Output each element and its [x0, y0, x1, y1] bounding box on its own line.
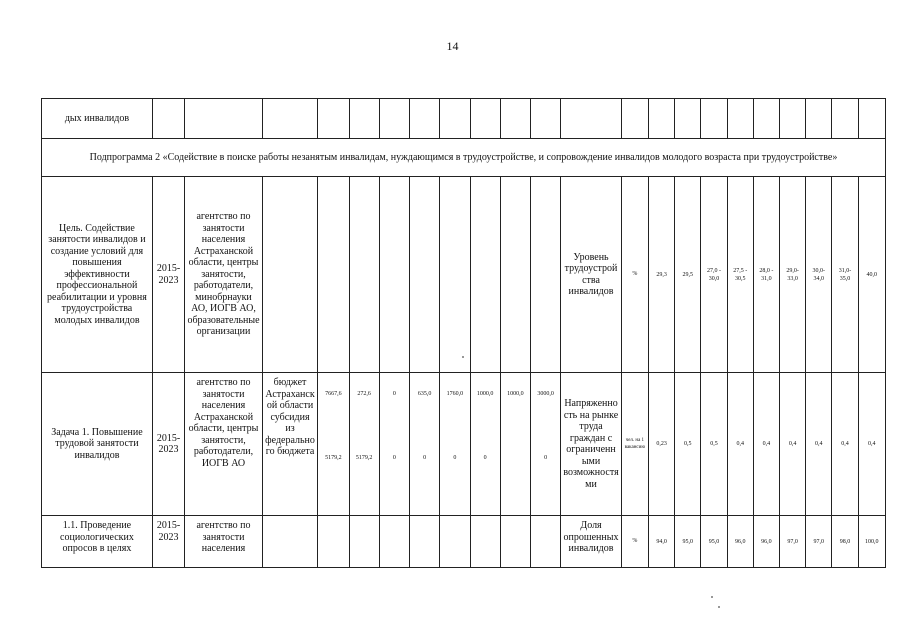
item-period: 2015-2023	[152, 516, 184, 568]
task-value: 0,4	[832, 373, 858, 516]
table-row	[42, 373, 886, 516]
fin-value-top: 7667,6	[325, 391, 342, 397]
table-row	[42, 177, 886, 373]
fin-value-top: 1760,0	[446, 391, 464, 397]
goal-value: 27,0 - 30,0	[701, 177, 727, 373]
item-value: 97,0	[806, 516, 832, 568]
goal-executor: агентство по занятости населения Астраханской области, центры занятости, работодатели, минобрнауки АО, ИОГВ АО, образовательные организации	[185, 177, 263, 373]
page-number: 14	[446, 39, 459, 53]
program-table	[41, 98, 886, 568]
fin-value-bottom: 0	[392, 455, 396, 461]
item-value: 98,0	[832, 516, 858, 568]
scan-speck	[711, 596, 713, 598]
scan-speck	[462, 356, 464, 358]
goal-value: 29,0- 33,0	[780, 177, 806, 373]
task-indicator: Напряженность на рынке труда граждан с ограниченными возможностями	[561, 373, 622, 516]
fin-value-top: 0	[392, 391, 396, 397]
task-value: 0,4	[780, 373, 806, 516]
fin-value-bottom	[503, 398, 528, 454]
item-indicator: Доля опрошенных инвалидов	[561, 516, 622, 568]
item-executor: агентство по занятости населения	[185, 516, 263, 568]
goal-value: 30,0- 34,0	[806, 177, 832, 373]
fin-value-bottom: 0	[423, 455, 427, 461]
item-value: 100,0	[858, 516, 885, 568]
fin-value-top: 635,0	[417, 391, 432, 397]
fin-value-top: 1000,0	[507, 391, 524, 397]
goal-value: 29,3	[648, 177, 674, 373]
fin-value-top: 1000,0	[476, 391, 494, 397]
fin-value-bottom: 0	[544, 455, 548, 461]
fin-value-bottom: 5179,2	[325, 455, 342, 461]
item-name: 1.1. Проведение социологических опросов в целях	[42, 516, 153, 568]
fin-value-bottom: 0	[453, 455, 457, 461]
item-value: 97,0	[780, 516, 806, 568]
task-source: бюджет Астраханской области субсидия из федерального бюджета	[262, 373, 317, 516]
item-value: 96,0	[727, 516, 753, 568]
goal-indicator: Уровень трудоустройства инвалидов	[561, 177, 622, 373]
goal-value: 29,5	[675, 177, 701, 373]
item-value: 94,0	[648, 516, 674, 568]
goal-name: Цель. Содействие занятости инвалидов и создание условий для повышения эффективности профессиональной реабилитации и уровня трудоустройства молодых инвалидов	[42, 177, 153, 373]
task-value: 0,4	[727, 373, 753, 516]
goal-unit: %	[621, 177, 648, 373]
fin-value-bottom: 5179,2	[355, 455, 373, 461]
task-unit: чел. на 1 вакансию	[621, 373, 648, 516]
goal-value: 27,5 - 30,5	[727, 177, 753, 373]
table-row	[42, 99, 886, 139]
item-value: 96,0	[753, 516, 779, 568]
task-value: 0,4	[858, 373, 885, 516]
item-unit: %	[621, 516, 648, 568]
goal-value: 40,0	[858, 177, 885, 373]
fin-value-top: 3000,0	[537, 391, 554, 397]
item-value: 95,0	[701, 516, 727, 568]
task-value: 0,5	[675, 373, 701, 516]
task-period: 2015-2023	[152, 373, 184, 516]
task-executor: агентство по занятости населения Астраханской области, центры занятости, работодатели, ИОГВ АО	[185, 373, 263, 516]
table-row	[42, 516, 886, 568]
scan-speck	[718, 606, 720, 608]
task-value: 0,4	[806, 373, 832, 516]
goal-period: 2015-2023	[152, 177, 184, 373]
task-value: 0,23	[648, 373, 674, 516]
task-value: 0,4	[753, 373, 779, 516]
row-label: дых инвалидов	[42, 99, 153, 139]
fin-value-bottom: 0	[483, 455, 487, 461]
subprogram-title: Подпрограмма 2 «Содействие в поиске работы незанятым инвалидам, нуждающимся в трудоустройстве, и сопровождение инвалидов молодого возраста при трудоустройстве»	[42, 139, 886, 177]
goal-value: 31,0- 35,0	[832, 177, 858, 373]
goal-value: 28,0 - 31,0	[753, 177, 779, 373]
task-value: 0,5	[701, 373, 727, 516]
item-value: 95,0	[675, 516, 701, 568]
task-name: Задача 1. Повышение трудовой занятости инвалидов	[42, 373, 153, 516]
fin-value-top: 272,6	[357, 391, 371, 397]
table-row	[42, 139, 886, 177]
